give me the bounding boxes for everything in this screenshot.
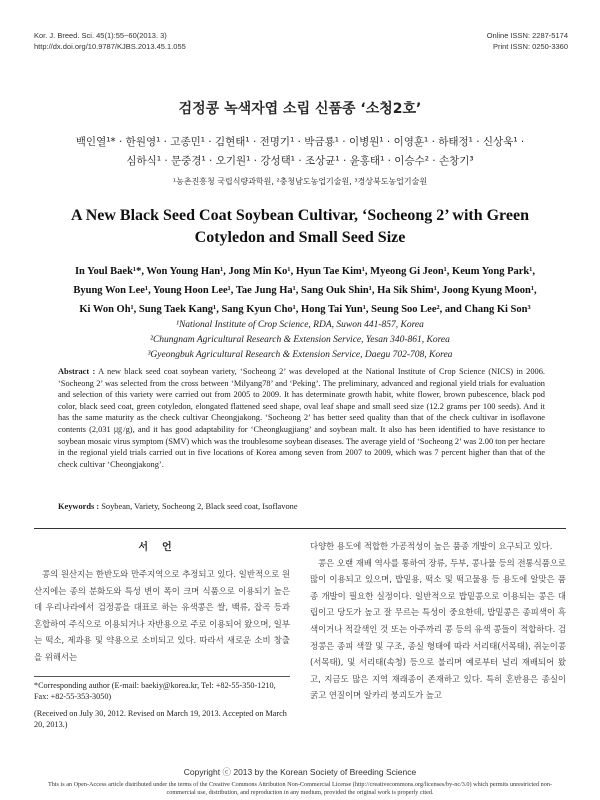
keywords-label: Keywords : bbox=[58, 502, 100, 511]
english-affiliations bbox=[0, 318, 600, 363]
korean-title: 검정콩 녹색자엽 소립 신품종 ‘소청2호’ bbox=[178, 101, 422, 117]
issn-header bbox=[487, 30, 568, 52]
korean-authors-line: 백인열¹* · 한원영¹ · 고종민¹ · 김현태¹ · 전명기¹ · 박금룡¹ · 이병원¹ · 이영훈¹ · 하태정¹ · 신상욱¹ · bbox=[75, 136, 525, 148]
footnote bbox=[34, 680, 290, 730]
korean-authors-line: 심하식¹ · 문중경¹ · 오기원¹ · 강성택¹ · 조상균¹ · 윤홍태¹ · 이승수² · 손창기³ bbox=[126, 155, 474, 167]
license-notice: This is an Open-Access article distributed under the terms of the Creative Commons Attribution Non-Commercial License (http://creativecommons.org/licenses/by-nc/3.0) which permits unrestricted non-commercial use, distribution, and reproduction in any medium, provided the original work is properly cited. bbox=[47, 781, 553, 796]
korean-authors bbox=[40, 133, 560, 171]
online-issn: Online ISSN: 2287-5174 bbox=[486, 31, 568, 40]
intro-right-column bbox=[310, 538, 566, 704]
english-authors-line: Byung Won Lee¹, Young Hoon Lee¹, Tae Jung Ha¹, Sang Ouk Shin¹, Ha Sik Shim¹, Joong Kyung Moon¹, bbox=[73, 285, 537, 296]
journal-citation: Kor. J. Breed. Sci. 45(1):55~60(2013. 3) bbox=[34, 31, 167, 40]
corresponding-author: *Corresponding author (E-mail: baekiy@korea.kr, Tel: +82-55-350-1210, Fax: +82-55-353-3050) bbox=[34, 681, 276, 701]
section-heading-introduction: 서언 bbox=[138, 542, 186, 553]
english-title: A New Black Seed Coat Soybean Cultivar, ‘Socheong 2’ with Green Cotyledon and Small Seed Size bbox=[71, 207, 529, 246]
affiliation-2: ²Chungnam Agricultural Research & Extension Service, Yesan 340-861, Korea bbox=[150, 335, 450, 345]
copyright: Copyright ⓒ 2013 by the Korean Society of Breeding Science bbox=[183, 767, 417, 777]
intro-paragraph: 콩은 오랜 재배 역사를 통하여 장류, 두부, 콩나물 등의 전통식품으로 많이 이용되고 있으며, 밥밑용, 떡소 및 떡고물용 등 용도에 알맞은 품종 개발이 필요한 실정이다. 일반적으로 밥밑콩으로 이용되는 콩은 대립이고 당도가 높고 잘 무르는 특성이 중요한데, 밥밑콩은 종피색이 흑색이거나 적갈색인 것 또는 아주까리 콩 등의 유색 콩들이 적합하다. 검정콩은 종피 색깔 및 구조, 종실 형태에 따라 서리태(서목태), 쥐눈이콩(서목태), 및 서리태(속청) 등으로 불리며 예로부터 널리 재배되어 왔고, 지금도 많은 지역 재래종이 존재하고 있다. 특히 혼반용은 종실이 굵고 연질이며 알카리 붕괴도가 높고 bbox=[310, 557, 566, 701]
footnote-divider bbox=[34, 676, 290, 677]
section-divider bbox=[34, 528, 566, 529]
journal-header bbox=[34, 30, 186, 52]
abstract bbox=[58, 366, 545, 470]
keywords-text: Soybean, Variety, Socheong 2, Black seed coat, Isoflavone bbox=[101, 502, 298, 511]
english-authors-line: In Youl Baek¹*, Won Young Han¹, Jong Min Ko¹, Hyun Tae Kim¹, Myeong Gi Jeon¹, Keum Yong Park¹, bbox=[74, 266, 536, 277]
affiliation-3: ³Gyeongbuk Agricultural Research & Extension Service, Daegu 702-708, Korea bbox=[147, 350, 453, 360]
print-issn: Print ISSN: 0250-3360 bbox=[492, 42, 568, 51]
received-dates: (Received on July 30, 2012. Revised on March 19, 2013. Accepted on March 20, 2013.) bbox=[34, 709, 287, 729]
keywords bbox=[58, 502, 545, 511]
intro-left-column: 콩의 원산지는 한반도와 만주지역으로 추정되고 있다. 일반적으로 원산지에는 종의 분화도와 특성 변이 폭이 크며 식품으로 이용되기 높은데 우리나라에서 검정콩을 대표로 하는 유색콩은 쌀, 백류, 잡곡 등과 혼합하여 주식으로 이용되거나 자반용으로 주로 이용되어 왔으며, 일부는 떡소, 제과용 및 약용으로 소비되고 있다. 따라서 새로운 소비 창출을 위해서는 bbox=[34, 569, 290, 662]
korean-affiliations: ¹농촌진흥청 국립식량과학원, ²충청남도농업기술원, ³경상북도농업기술원 bbox=[172, 177, 428, 186]
english-authors bbox=[40, 262, 570, 319]
doi-link[interactable]: http://dx.doi.org/10.9787/KJBS.2013.45.1.055 bbox=[34, 42, 186, 51]
abstract-text: A new black seed coat soybean variety, ‘Socheong 2’ was developed at the National Institute of Crop Science (NICS) in 2006. ‘Socheong 2’ was selected from the cross between ‘Milyang78’ and ‘Peking’. The preliminary, advanced and regional yield trials for evaluation and selection of this variety were carried out from 2005 to 2009. It has determinate growth habit, white flower, brown pubescence, black pod color, black seed coat, green cotyledon, elongated flattened seed shape, oval leaf shape and small seed size (12.2 grams per 100 seeds). And it has the same maturity as the check cultivar Cheongjakong. ‘Socheong 2’ has better seed quality than that of the check cultivar in isoflavone contents (2,031 ㎍/g), and it has good adaptability for ‘Cheongkugjiang’ and soybean malt. It also has been identified to have resistance to soybean mosaic virus symptom (SMV) which was the troublesome soybean diseases. The average yield of ‘Socheong 2’ was 2.00 ton per hectare in the regional yield trials carried out in five locations of Korea among seven from 2007 to 2009, which was 7 percent higher than that of the check cultivar ‘Cheongjakong’. bbox=[58, 367, 545, 469]
intro-paragraph: 다양한 용도에 적합한 가공적성이 높은 품종 개발이 요구되고 있다. bbox=[310, 541, 553, 551]
affiliation-1: ¹National Institute of Crop Science, RDA, Suwon 441-857, Korea bbox=[176, 320, 424, 330]
english-authors-line: Ki Won Oh¹, Sung Taek Kang¹, Sang Kyun Cho¹, Hong Tai Yun¹, Seung Soo Lee², and Chang Ki Son³ bbox=[79, 304, 531, 315]
abstract-label: Abstract : bbox=[58, 367, 96, 376]
